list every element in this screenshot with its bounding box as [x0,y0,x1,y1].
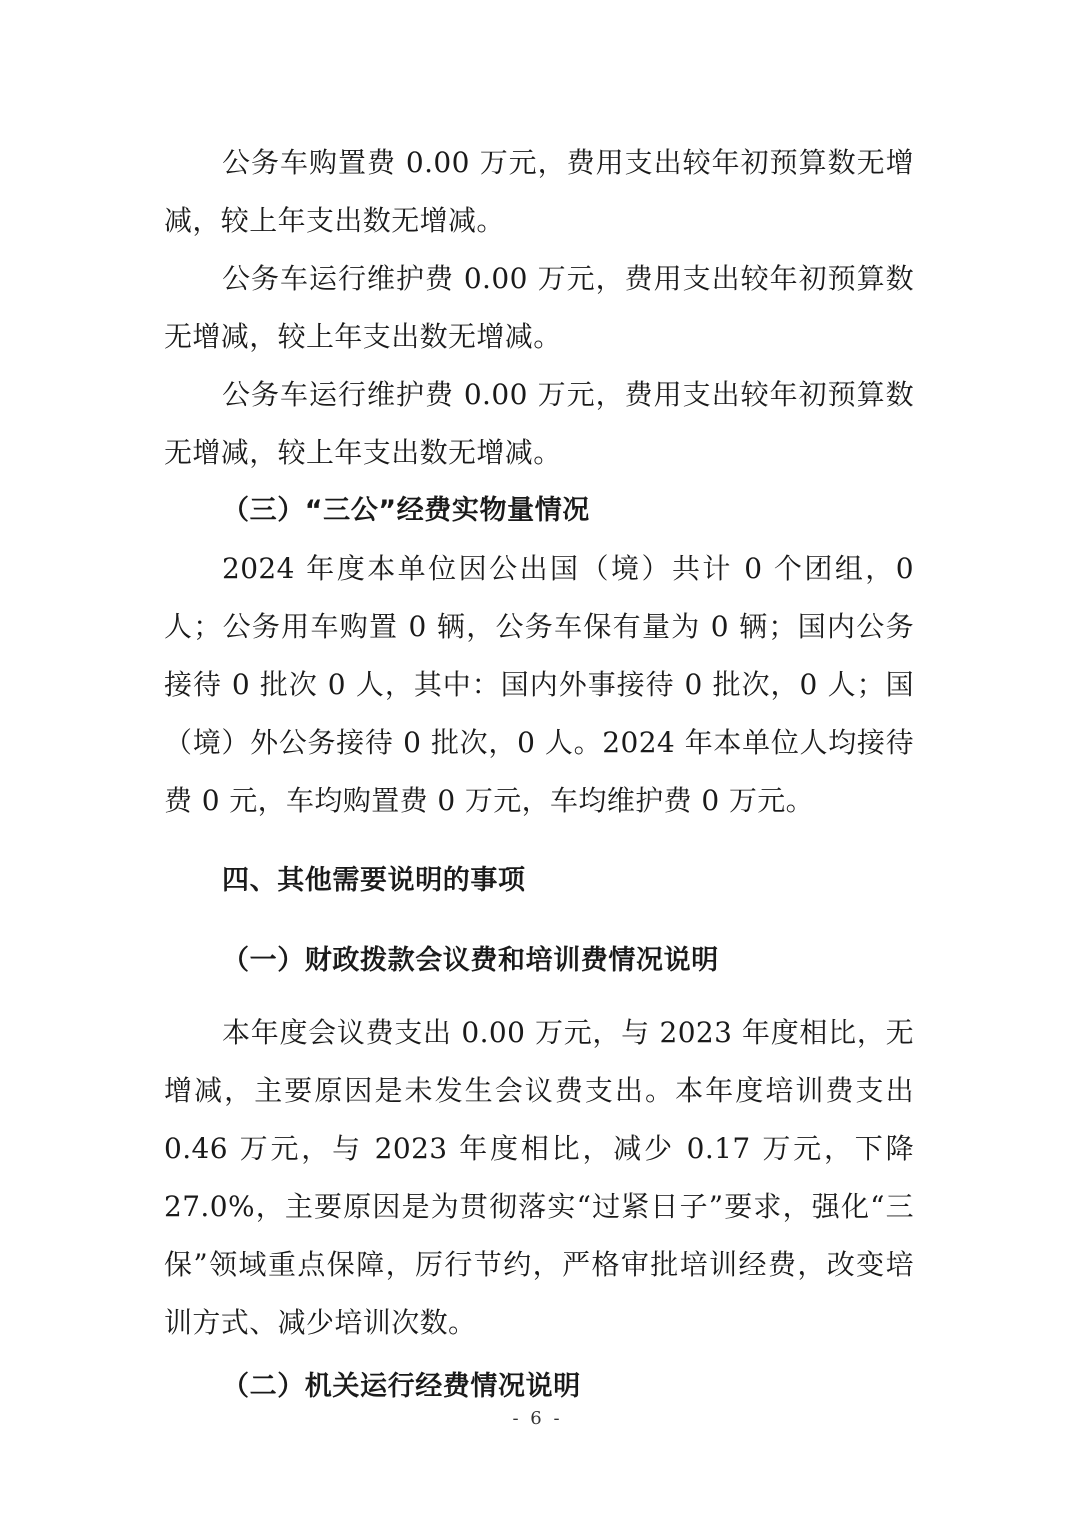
paragraph-vehicle-maintenance-repeat: 公务车运行维护费 0.00 万元，费用支出较年初预算数无增减，较上年支出数无增减。 [164,378,914,469]
heading-operating-expenses: （二）机关运行经费情况说明 [222,1371,581,1402]
paragraph-physical-quantities: 2024 年度本单位因公出国（境）共计 0 个团组，0 人；公务用车购置 0 辆，公务车保有量为 0 辆；国内公务接待 0 批次 0 人，其中：国内外事接待 0 批次，0 人；国（境）外公务接待 0 批次，0 人。2024 年本单位人均接待费 0 元，车均购置费 0 万元，车均维护费 0 万元。 [164,552,914,817]
heading-section-four: 四、其他需要说明的事项 [222,865,526,896]
heading-three-public-physical: （三）“三公”经费实物量情况 [222,495,590,526]
paragraph-vehicle-purchase: 公务车购置费 0.00 万元，费用支出较年初预算数无增减，较上年支出数无增减。 [164,146,914,237]
paragraph-meeting-training: 本年度会议费支出 0.00 万元，与 2023 年度相比，无增减，主要原因是未发生会议费支出。本年度培训费支出 0.46 万元，与 2023 年度相比，减少 0.17 万元，下降 27.0%，主要原因是为贯彻落实“过紧日子”要求，强化“三保”领域重点保障，厉行节约，严格审批培训经费，改变培训方式、减少培训次数。 [164,1016,914,1339]
document-body [164,134,914,1416]
paragraph-vehicle-maintenance: 公务车运行维护费 0.00 万元，费用支出较年初预算数无增减，较上年支出数无增减。 [164,262,914,353]
page-number: - 6 - [512,1408,563,1429]
heading-meeting-training: （一）财政拨款会议费和培训费情况说明 [222,945,719,976]
